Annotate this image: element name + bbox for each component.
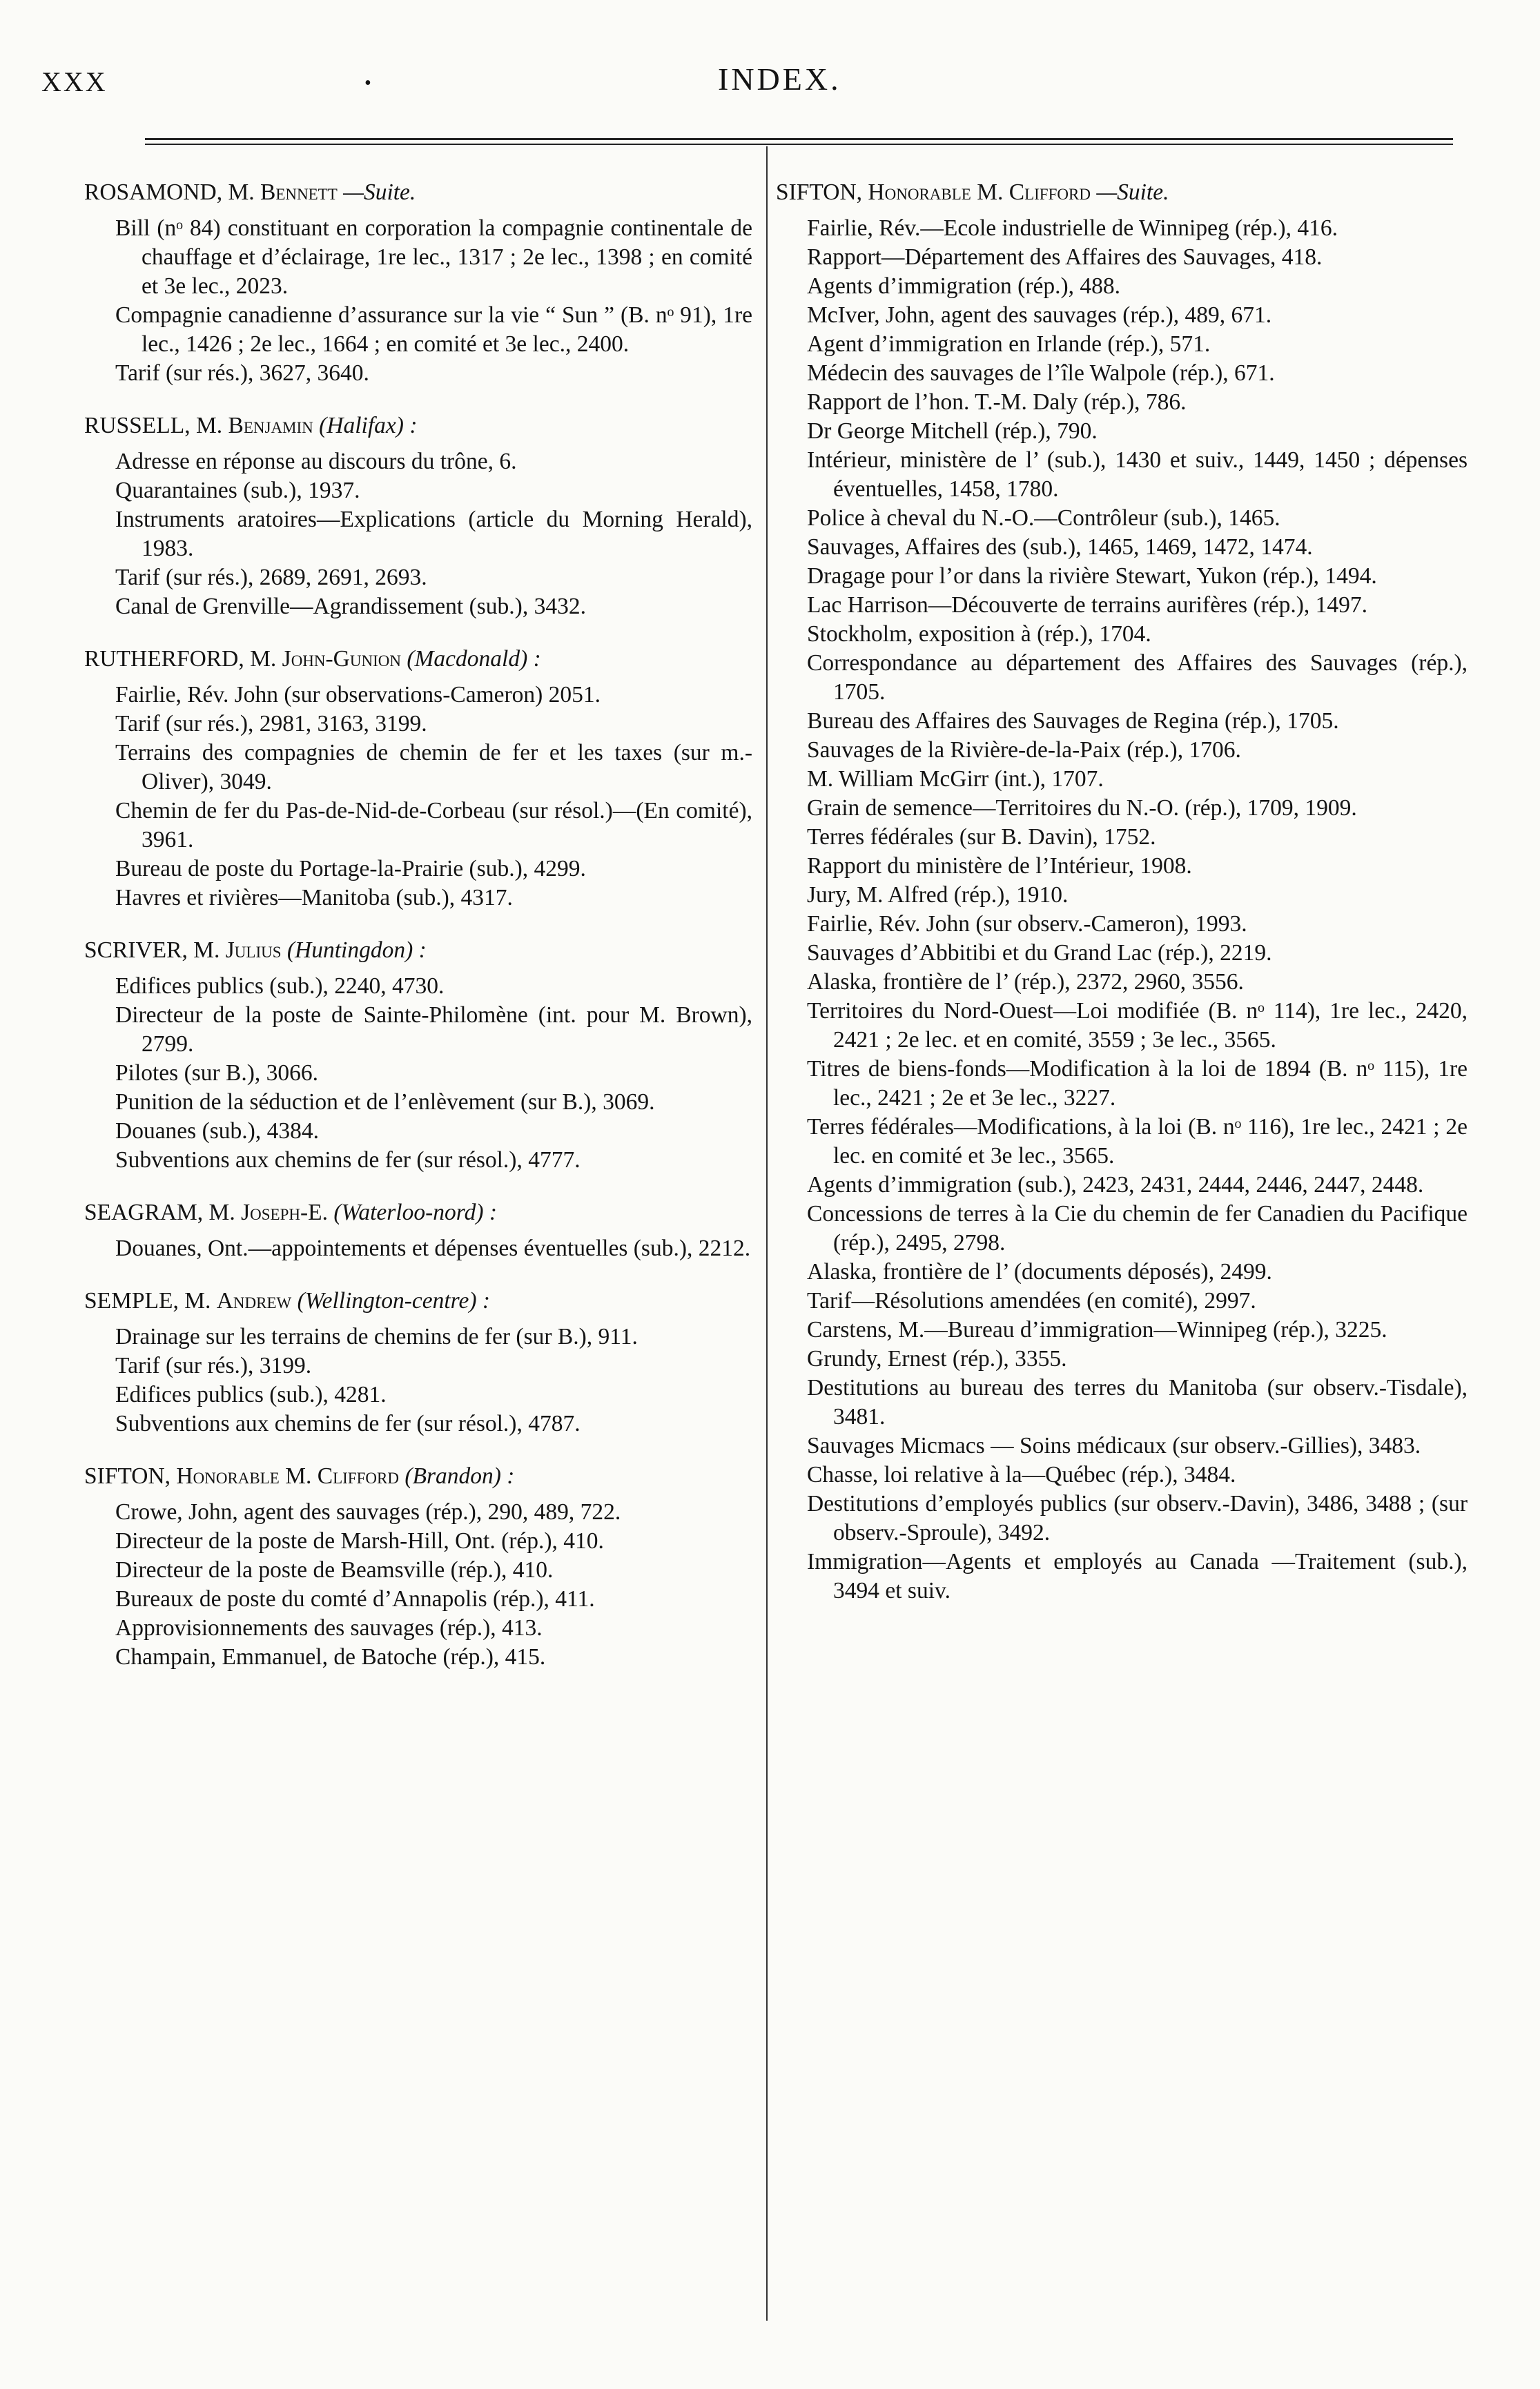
entry-heading [84, 1198, 752, 1227]
entry-items [84, 1234, 752, 1263]
member-riding: (Wellington-centre) : [297, 1288, 491, 1314]
member-given-name: Honorable M. Clifford [868, 179, 1091, 205]
index-item: Edifices publics (sub.), 2240, 4730. [115, 973, 445, 999]
index-item: M. William McGirr (int.), 1707. [807, 766, 1104, 792]
index-item: Champain, Emmanuel, de Batoche (rép.), 415. [115, 1644, 546, 1670]
index-item: Police à cheval du N.-O.—Contrôleur (sub.), 1465. [807, 505, 1280, 531]
index-item: Immigration—Agents et employés au Canada —Traitement (sub.), 3494 et suiv. [807, 1549, 1468, 1603]
member-riding: (Huntingdon) : [286, 937, 427, 963]
page-number: XXX [41, 66, 108, 97]
index-item: Sauvages de la Rivière-de-la-Paix (rép.), 1706. [807, 737, 1241, 763]
index-item: Terres fédérales (sur B. Davin), 1752. [807, 824, 1156, 850]
index-item: Fairlie, Rév.—Ecole industrielle de Winnipeg (rép.), 416. [807, 215, 1338, 241]
index-item: Terrains des compagnies de chemin de fer et les taxes (sur m.-Oliver), 3049. [115, 740, 752, 794]
index-item: Edifices publics (sub.), 4281. [115, 1382, 387, 1407]
member-riding: (Brandon) : [405, 1463, 515, 1489]
index-item: Fairlie, Rév. John (sur observations-Cameron) 2051. [115, 682, 601, 708]
index-entry [776, 178, 1468, 1606]
index-item: Dragage pour l’or dans la rivière Stewart, Yukon (rép.), 1494. [807, 563, 1377, 589]
entry-items [84, 1498, 752, 1672]
index-item: Alaska, frontière de l’ (rép.), 2372, 2960, 3556. [807, 969, 1244, 995]
member-surname: SCRIVER, M. [84, 937, 220, 963]
member-riding: —Suite. [1096, 179, 1169, 205]
index-item: Tarif—Résolutions amendées (en comité), 2997. [807, 1288, 1256, 1314]
index-item: Carstens, M.—Bureau d’immigration—Winnipeg (rép.), 3225. [807, 1317, 1387, 1343]
member-surname: SIFTON, [776, 179, 863, 205]
index-item: Directeur de la poste de Beamsville (rép.), 410. [115, 1557, 554, 1583]
index-entry [84, 178, 752, 388]
index-entry [84, 1198, 752, 1263]
index-item: Rapport de l’hon. T.-M. Daly (rép.), 786. [807, 389, 1187, 415]
index-item: Territoires du Nord-Ouest—Loi modifiée (B. nᵒ 114), 1re lec., 2420, 2421 ; 2e lec. et en comité, 3559 ; 3e lec., 3565. [807, 998, 1468, 1053]
index-item: Terres fédérales—Modifications, à la loi (B. nᵒ 116), 1re lec., 2421 ; 2e lec. en comité et 3e lec., 3565. [807, 1114, 1468, 1169]
index-item: Subventions aux chemins de fer (sur résol.), 4787. [115, 1411, 581, 1436]
index-item: Intérieur, ministère de l’ (sub.), 1430 et suiv., 1449, 1450 ; dépenses éventuelles, 1458, 1780. [807, 447, 1468, 502]
index-item: Grundy, Ernest (rép.), 3355. [807, 1346, 1067, 1372]
index-item: Concessions de terres à la Cie du chemin de fer Canadien du Pacifique (rép.), 2495, 2798. [807, 1201, 1468, 1256]
member-given-name: Bennett [260, 179, 338, 205]
member-given-name: Joseph-E. [241, 1200, 328, 1225]
member-riding: (Waterloo-nord) : [333, 1200, 498, 1225]
member-surname: RUTHERFORD, M. [84, 646, 277, 672]
index-item: Douanes (sub.), 4384. [115, 1118, 319, 1144]
member-riding: (Macdonald) : [407, 646, 541, 672]
index-item: Correspondance au département des Affaires des Sauvages (rép.), 1705. [807, 650, 1468, 705]
index-entry [84, 936, 752, 1175]
index-item: Stockholm, exposition à (rép.), 1704. [807, 621, 1151, 647]
index-item: Chemin de fer du Pas-de-Nid-de-Corbeau (sur résol.)—(En comité), 3961. [115, 798, 752, 852]
member-surname: RUSSELL, M. [84, 413, 223, 438]
index-item: Instruments aratoires—Explications (article du Morning Herald), 1983. [115, 507, 752, 561]
index-entry [84, 1287, 752, 1439]
member-given-name: Andrew [216, 1288, 292, 1314]
index-item: Punition de la séduction et de l’enlèvement (sur B.), 3069. [115, 1089, 655, 1115]
index-item: Tarif (sur rés.), 2981, 3163, 3199. [115, 711, 427, 737]
index-item: Subventions aux chemins de fer (sur résol.), 4777. [115, 1147, 581, 1173]
entry-items [84, 447, 752, 621]
index-item: Tarif (sur rés.), 2689, 2691, 2693. [115, 565, 427, 590]
member-surname: SEMPLE, M. [84, 1288, 211, 1314]
member-given-name: Benjamin [228, 413, 313, 438]
index-item: Douanes, Ont.—appointements et dépenses éventuelles (sub.), 2212. [115, 1236, 751, 1261]
entry-heading [84, 178, 752, 207]
index-item: Agents d’immigration (rép.), 488. [807, 273, 1121, 299]
member-given-name: Honorable M. Clifford [176, 1463, 399, 1489]
index-item: McIver, John, agent des sauvages (rép.), 489, 671. [807, 302, 1272, 328]
entry-items [84, 214, 752, 388]
index-item: Bureaux de poste du comté d’Annapolis (rép.), 411. [115, 1586, 595, 1612]
page-title: INDEX. [718, 61, 841, 97]
index-item: Tarif (sur rés.), 3627, 3640. [115, 360, 369, 386]
entry-heading [84, 645, 752, 674]
index-item: Compagnie canadienne d’assurance sur la vie “ Sun ” (B. nᵒ 91), 1re lec., 1426 ; 2e lec., 1664 ; en comité et 3e lec., 2400. [115, 302, 752, 357]
index-item: Quarantaines (sub.), 1937. [115, 478, 360, 503]
index-item: Agents d’immigration (sub.), 2423, 2431, 2444, 2446, 2447, 2448. [807, 1172, 1424, 1198]
index-item: Sauvages Micmacs — Soins médicaux (sur observ.-Gillies), 3483. [807, 1433, 1421, 1459]
index-item: Médecin des sauvages de l’île Walpole (rép.), 671. [807, 360, 1275, 386]
index-item: Alaska, frontière de l’ (documents déposés), 2499. [807, 1259, 1272, 1285]
index-item: Fairlie, Rév. John (sur observ.-Cameron), 1993. [807, 911, 1247, 937]
index-item: Jury, M. Alfred (rép.), 1910. [807, 882, 1069, 908]
member-given-name: Julius [225, 937, 282, 963]
index-item: Sauvages d’Abbitibi et du Grand Lac (rép.), 2219. [807, 940, 1272, 966]
entry-items [84, 1323, 752, 1439]
header-rule-bottom [145, 144, 1453, 145]
index-item: Rapport—Département des Affaires des Sauvages, 418. [807, 244, 1323, 270]
index-item: Havres et rivières—Manitoba (sub.), 4317. [115, 885, 513, 910]
header-rule-top [145, 138, 1453, 140]
member-surname: SEAGRAM, M. [84, 1200, 235, 1225]
index-item: Crowe, John, agent des sauvages (rép.), 290, 489, 722. [115, 1499, 621, 1525]
index-entry [84, 1462, 752, 1672]
index-item: Dr George Mitchell (rép.), 790. [807, 418, 1098, 444]
entry-heading [84, 936, 752, 965]
index-item: Sauvages, Affaires des (sub.), 1465, 1469, 1472, 1474. [807, 534, 1313, 560]
member-given-name: John-Gunion [282, 646, 401, 672]
entry-heading [84, 1287, 752, 1316]
left-column [84, 178, 752, 1695]
member-surname: SIFTON, [84, 1463, 171, 1489]
index-item: Titres de biens-fonds—Modification à la loi de 1894 (B. nᵒ 115), 1re lec., 2421 ; 2e et 3e lec., 3227. [807, 1056, 1468, 1111]
index-item: Canal de Grenville—Agrandissement (sub.), 3432. [115, 594, 586, 619]
member-surname: ROSAMOND, M. [84, 179, 255, 205]
entry-heading [84, 1462, 752, 1491]
index-item: Directeur de la poste de Marsh-Hill, Ont. (rép.), 410. [115, 1528, 604, 1554]
column-divider [766, 146, 768, 2321]
right-column [776, 178, 1468, 1629]
index-item: Bill (nᵒ 84) constituant en corporation la compagnie continentale de chauffage et d’éclairage, 1re lec., 1317 ; 2e lec., 1398 ; en comité et 3e lec., 2023. [115, 215, 752, 299]
entry-items [84, 681, 752, 913]
index-item: Rapport du ministère de l’Intérieur, 1908. [807, 853, 1192, 879]
index-item: Lac Harrison—Découverte de terrains aurifères (rép.), 1497. [807, 592, 1367, 618]
index-item: Tarif (sur rés.), 3199. [115, 1353, 312, 1378]
entry-items [776, 214, 1468, 1606]
entry-heading [776, 178, 1468, 207]
index-item: Bureau des Affaires des Sauvages de Regina (rép.), 1705. [807, 708, 1339, 734]
entry-items [84, 972, 752, 1175]
index-item: Bureau de poste du Portage-la-Prairie (sub.), 4299. [115, 856, 586, 881]
index-item: Pilotes (sur B.), 3066. [115, 1060, 319, 1086]
index-item: Adresse en réponse au discours du trône, 6. [115, 449, 517, 474]
member-riding: (Halifax) : [319, 413, 418, 438]
index-item: Chasse, loi relative à la—Québec (rép.), 3484. [807, 1462, 1236, 1488]
member-riding: —Suite. [343, 179, 416, 205]
index-entry [84, 411, 752, 621]
index-item: Agent d’immigration en Irlande (rép.), 571. [807, 331, 1211, 357]
index-item: Grain de semence—Territoires du N.-O. (rép.), 1709, 1909. [807, 795, 1357, 821]
index-item: Directeur de la poste de Sainte-Philomène (int. pour M. Brown), 2799. [115, 1002, 752, 1057]
index-item: Destitutions d’employés publics (sur observ.-Davin), 3486, 3488 ; (sur observ.-Sproule), 3492. [807, 1491, 1468, 1545]
page-mark: • [364, 72, 371, 94]
index-item: Approvisionnements des sauvages (rép.), 413. [115, 1615, 543, 1641]
index-item: Destitutions au bureau des terres du Manitoba (sur observ.-Tisdale), 3481. [807, 1375, 1468, 1430]
index-entry [84, 645, 752, 913]
index-item: Drainage sur les terrains de chemins de fer (sur B.), 911. [115, 1324, 638, 1349]
entry-heading [84, 411, 752, 440]
